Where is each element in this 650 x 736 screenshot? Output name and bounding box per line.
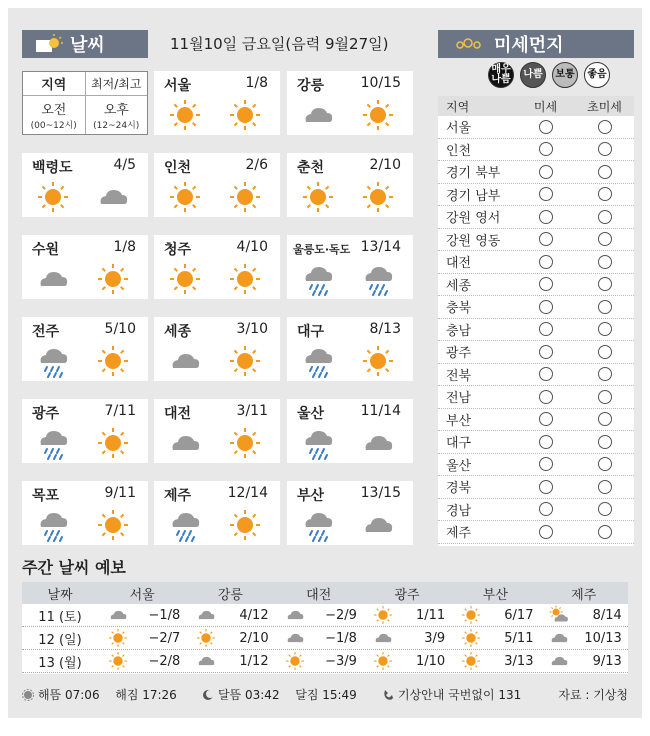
city-name: 백령도 [32,160,73,176]
weekly-forecast [22,582,628,674]
pm25-indicator [598,322,612,336]
city-temp: 12/14 [227,485,268,501]
sun-icon [96,426,130,460]
city-card [22,481,148,545]
dust-region: 세종 [446,278,472,294]
cloud-icon [168,426,202,460]
legend-pm: 오후 (12~24시) [93,103,140,131]
pm25-indicator [598,345,612,359]
dust-level-badge: 좋음 [584,62,610,88]
pm25-indicator [598,390,612,404]
dust-header-label: 미세먼지 [494,35,564,56]
city-name: 대전 [164,406,192,422]
dust-region: 경기 북부 [446,166,501,182]
legend-minmax: 최저/최고 [91,77,142,91]
city-card [287,399,413,463]
pm25-indicator [598,367,612,381]
cloud-icon [549,651,569,671]
am-weather [168,98,202,136]
weather-header-label: 날씨 [70,35,105,56]
sun-icon [228,426,262,460]
weekly-col-jeju: 제주 [571,587,597,603]
pm10-indicator [539,165,553,179]
sun-icon [228,262,262,296]
city-name: 춘천 [297,160,325,176]
weekly-temp: 6/17 [504,607,534,623]
weekly-date: 11 (토) [38,609,82,625]
dust-region: 전남 [446,391,472,407]
pm25-indicator [598,457,612,471]
pm25-indicator [598,412,612,426]
city-card [287,235,413,299]
dust-region: 강원 영동 [446,233,501,249]
pm-weather [228,344,262,382]
pm10-indicator [539,255,553,269]
dust-row [438,364,634,387]
sun-icon [168,180,202,214]
weekly-cell [98,651,186,671]
dust-row [438,296,634,319]
dust-row [438,431,634,454]
cloud-icon [285,628,305,648]
am-weather [301,262,335,300]
weekly-cell [451,628,539,648]
dust-row [438,184,634,207]
sun-icon [108,651,128,671]
city-temp: 5/10 [104,321,136,337]
city-name: 광주 [32,406,60,422]
pm10-indicator [539,412,553,426]
city-name: 세종 [164,324,192,340]
am-weather [168,262,202,300]
cloud-icon [361,426,395,460]
dust-region: 대구 [446,436,472,452]
weekly-temp: −1/8 [325,630,357,646]
rain-icon [301,262,335,296]
dust-row [438,139,634,162]
weekly-cell [539,605,627,625]
moon-icon [202,689,214,701]
weekly-col-date: 날짜 [47,587,73,603]
sun-icon [361,98,395,132]
rain-icon [36,508,70,542]
sun-cloud-icon [549,605,569,625]
am-weather [301,426,335,464]
dust-col-pm25: 초미세 [587,99,622,114]
sun-icon [461,605,481,625]
rain-icon [36,426,70,460]
legend-region: 지역 [23,72,86,95]
weekly-temp: −2/9 [325,607,357,623]
weekly-temp: 8/14 [592,607,622,623]
pm-weather [361,508,395,546]
city-card [22,153,148,217]
pm-weather [96,344,130,382]
dust-row [438,229,634,252]
am-weather [301,98,335,136]
weekly-cell [186,651,274,671]
pm25-indicator [598,525,612,539]
cloud-icon [196,605,216,625]
dust-row [438,319,634,342]
city-card [22,317,148,381]
city-name: 강릉 [297,78,325,94]
sun-icon [108,628,128,648]
footer [22,686,628,703]
am-weather [36,426,70,464]
weekly-temp: 1/11 [415,607,446,623]
rain-icon [301,426,335,460]
city-card [154,153,280,217]
weekly-col-seoul: 서울 [129,587,155,603]
sun-icon [168,98,202,132]
city-temp: 3/10 [236,321,268,337]
am-weather [36,508,70,546]
pm-weather [228,426,262,464]
city-card [154,317,280,381]
dust-region: 경남 [446,503,472,519]
city-temp: 4/5 [113,157,136,173]
pm10-indicator [539,300,553,314]
pm25-indicator [598,210,612,224]
weekly-temp: 4/12 [239,607,269,623]
weekly-cell [451,605,539,625]
weekly-cell [539,628,627,648]
city-temp: 13/15 [360,485,401,501]
pm10-indicator [539,142,553,156]
pm10-indicator [539,457,553,471]
city-card [287,481,413,545]
weekly-row [22,650,628,673]
dust-row [438,274,634,297]
city-temp: 8/13 [369,321,401,337]
city-name: 울산 [297,406,325,422]
am-weather [168,344,202,382]
weekly-cell [363,605,451,625]
dust-table-header [438,96,634,116]
dust-region: 서울 [446,121,472,137]
pm10-indicator [539,390,553,404]
city-name: 서울 [164,78,192,94]
cloud-icon [361,508,395,542]
cloud-icon [549,628,569,648]
weekly-temp: −2/8 [148,653,181,669]
pm-weather [228,180,262,218]
weekly-col-gwangju: 광주 [394,587,420,603]
city-card [22,235,148,299]
am-weather [168,508,202,546]
cloud-icon [108,605,128,625]
sun-icon [96,262,130,296]
city-name: 제주 [164,488,192,504]
legend-box [22,71,148,135]
city-card [287,317,413,381]
weekly-row [22,604,628,627]
phone-icon [382,689,394,701]
rain-icon [301,344,335,378]
weekly-cell [363,628,451,648]
city-name: 울릉도·독도 [293,243,351,256]
sun-icon [361,180,395,214]
weekly-temp: 3/9 [424,630,446,646]
pm10-indicator [539,480,553,494]
pm10-indicator [539,322,553,336]
weekly-cell [186,628,274,648]
pm-weather [96,180,130,218]
dust-col-region: 지역 [446,99,470,114]
weekly-row [22,627,628,650]
city-temp: 11/14 [360,403,401,419]
dust-region: 대전 [446,256,472,272]
weekly-header [22,582,628,604]
weekly-col-busan: 부산 [482,587,508,603]
dust-region: 경북 [446,481,472,497]
dust-row [438,476,634,499]
city-name: 목포 [32,488,60,504]
sun-icon [96,344,130,378]
dust-row [438,499,634,522]
sun-icon [196,628,216,648]
dust-row [438,454,634,477]
dust-level-badge: 매우 나쁨 [488,62,514,88]
weekly-cell [98,628,186,648]
dust-region: 충남 [446,323,472,339]
pm25-indicator [598,120,612,134]
dust-region: 전북 [446,368,472,384]
source: 자료 : 기상청 [558,688,628,702]
dust-region: 울산 [446,458,472,474]
sun-icon [96,508,130,542]
pm-weather [361,98,395,136]
weekly-title: 주간 날씨 예보 [22,558,126,577]
legend-am: 오전 (00~12시) [23,96,86,134]
dust-row [438,521,634,544]
sun-icon [361,344,395,378]
dust-header [438,30,634,58]
city-temp: 1/8 [245,75,268,91]
pm10-indicator [539,345,553,359]
weekly-col-gangneung: 강릉 [217,587,243,603]
cloud-icon [301,98,335,132]
weekly-temp: 2/10 [239,630,269,646]
sun-cloud-icon [34,34,64,54]
date-line: 11월10일 금요일(음력 9월27일) [170,35,389,53]
city-name: 대구 [297,324,325,340]
sun-icon [373,651,393,671]
cloud-icon [36,262,70,296]
weekly-col-daejeon: 대전 [306,587,332,603]
dust-row [438,206,634,229]
weekly-temp: −2/7 [148,630,181,646]
rain-icon [361,262,395,296]
rain-icon [301,508,335,542]
weekly-temp: 1/12 [239,653,269,669]
sun-icon [228,344,262,378]
dust-row [438,161,634,184]
cloud-icon [168,344,202,378]
city-name: 수원 [32,242,60,258]
dust-icon [454,35,484,53]
weekly-cell [98,605,186,625]
am-weather [301,180,335,218]
weekly-temp: 1/10 [415,653,446,669]
dust-level-badge: 나쁨 [520,62,546,88]
dust-region: 부산 [446,413,472,429]
pm25-indicator [598,300,612,314]
weekly-cell [451,651,539,671]
pm-weather [361,180,395,218]
pm-weather [96,508,130,546]
weekly-cell [275,651,363,671]
dust-region: 충북 [446,301,472,317]
city-temp: 2/10 [369,157,401,173]
pm10-indicator [539,367,553,381]
pm10-indicator [539,210,553,224]
weekly-cell [363,651,451,671]
sun-icon [228,180,262,214]
pm10-indicator [539,502,553,516]
weather-header [22,30,148,58]
am-weather [168,426,202,464]
pm10-indicator [539,435,553,449]
city-temp: 4/10 [236,239,268,255]
pm25-indicator [598,187,612,201]
cloud-icon [96,180,130,214]
city-name: 청주 [164,242,192,258]
rain-icon [36,344,70,378]
sun-icon [36,180,70,214]
pm10-indicator [539,277,553,291]
city-name: 인천 [164,160,192,176]
dust-level-badge: 보통 [552,62,578,88]
sun-icon [285,651,305,671]
weekly-cell [275,628,363,648]
pm10-indicator [539,232,553,246]
city-card [154,235,280,299]
dust-region: 광주 [446,346,472,362]
weekly-temp: −3/9 [325,653,357,669]
pm-weather [361,344,395,382]
cloud-icon [196,651,216,671]
pm25-indicator [598,480,612,494]
dust-row [438,409,634,432]
dust-col-pm10: 미세 [533,99,558,114]
city-card [287,71,413,135]
am-weather [301,508,335,546]
city-card [154,71,280,135]
dust-region: 제주 [446,526,472,542]
sun-icon [373,605,393,625]
sun-icon [228,98,262,132]
city-temp: 2/6 [245,157,268,173]
city-temp: 7/11 [104,403,136,419]
pm25-indicator [598,165,612,179]
weekly-temp: 9/13 [592,653,622,669]
weekly-date: 12 (일) [38,632,82,648]
city-temp: 13/14 [360,239,401,255]
weekly-cell [275,605,363,625]
rain-icon [168,508,202,542]
pm-weather [228,508,262,546]
pm-weather [361,262,395,300]
pm25-indicator [598,255,612,269]
dust-row [438,386,634,409]
sun-icon [461,628,481,648]
dust-legend [488,62,610,88]
sun-icon [461,651,481,671]
pm-weather [228,262,262,300]
city-temp: 9/11 [104,485,136,501]
sun-times: 해뜸 07:06 해짐 17:26 [22,686,202,703]
pm-weather [228,98,262,136]
weekly-temp: 5/11 [504,630,534,646]
moon-times: 달뜸 03:42 달짐 15:49 [202,686,382,703]
sun-icon [22,689,34,701]
pm10-indicator [539,525,553,539]
weekly-cell [186,605,274,625]
pm10-indicator [539,187,553,201]
am-weather [301,344,335,382]
sun-icon [228,508,262,542]
weekly-temp: 3/13 [504,653,534,669]
city-temp: 3/11 [236,403,268,419]
weekly-date: 13 (월) [38,655,82,671]
weekly-cell [539,651,627,671]
am-weather [36,180,70,218]
phone-info: 기상안내 국번없이 131 [382,686,552,703]
dust-region: 인천 [446,143,472,159]
city-card [154,481,280,545]
dust-region: 강원 영서 [446,211,501,227]
city-card [287,153,413,217]
pm-weather [96,262,130,300]
dust-row [438,251,634,274]
dust-row [438,116,634,139]
cloud-icon [373,628,393,648]
am-weather [36,262,70,300]
sun-icon [168,262,202,296]
cloud-icon [285,605,305,625]
pm10-indicator [539,120,553,134]
city-name: 전주 [32,324,60,340]
city-card [22,399,148,463]
dust-region: 경기 남부 [446,188,501,204]
am-weather [168,180,202,218]
pm25-indicator [598,142,612,156]
am-weather [36,344,70,382]
sun-icon [301,180,335,214]
pm-weather [361,426,395,464]
dust-row [438,341,634,364]
pm25-indicator [598,435,612,449]
city-temp: 1/8 [113,239,136,255]
pm25-indicator [598,502,612,516]
pm25-indicator [598,232,612,246]
weekly-temp: −1/8 [148,607,181,623]
weekly-temp: 10/13 [584,630,622,646]
city-card [154,399,280,463]
pm-weather [96,426,130,464]
dust-table [438,96,634,546]
city-name: 부산 [297,488,325,504]
city-temp: 10/15 [360,75,401,91]
pm25-indicator [598,277,612,291]
